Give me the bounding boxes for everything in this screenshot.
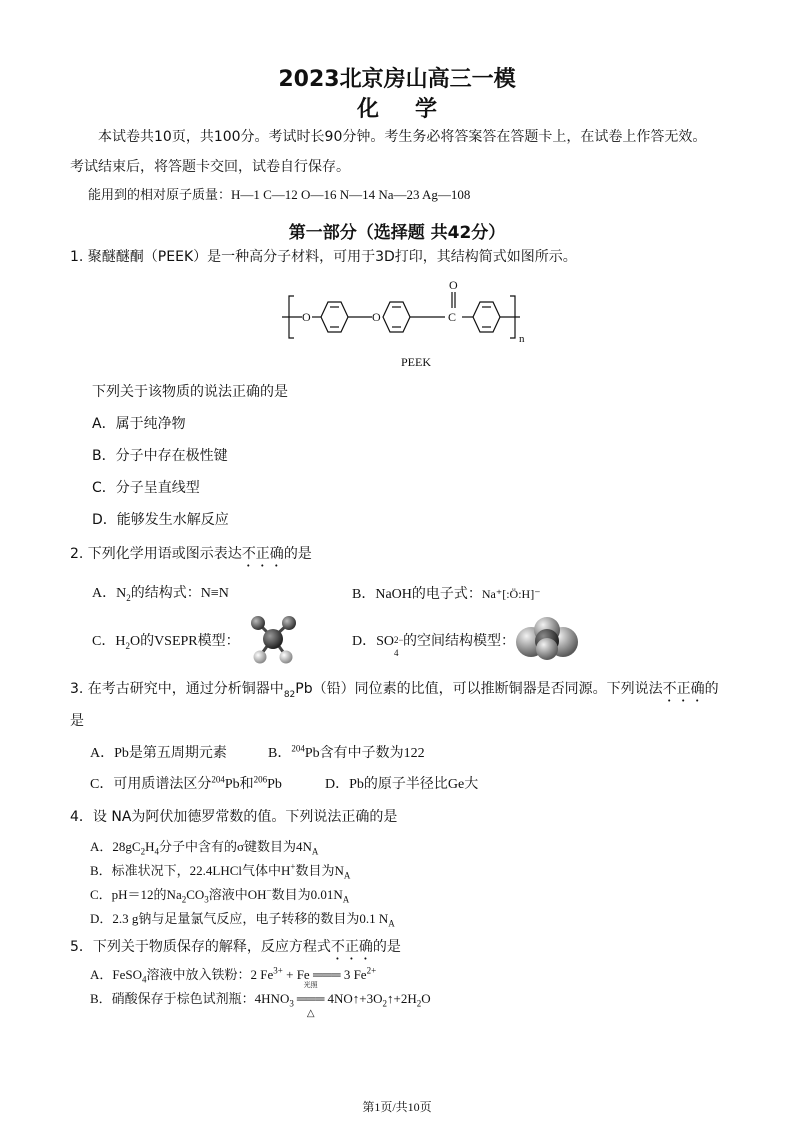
q4-stem: 4．设 NA为阿伏加德罗常数的值。下列说法正确的是 <box>70 809 398 825</box>
q5-stem: 5．下列关于物质保存的解释，反应方程式不正确的是 <box>70 939 401 955</box>
q1-option-b: B．分子中存在极性键 <box>92 448 228 464</box>
carbonyl-oxygen: O <box>449 278 458 292</box>
q2-option-d: D．SO 2− 4 的空间结构模型： <box>352 634 516 658</box>
q4-option-a: A．$28gC_2H_4$分子中含有的σ键数目为$4N_A$ <box>90 839 319 857</box>
intro-line-1: 本试卷共10页，共100分。考试时长90分钟。考生务必将答案答在答题卡上，在试卷上作答无效。 <box>98 129 707 145</box>
section-title: 第一部分（选择题 共42分） <box>288 223 506 243</box>
q1-question: 下列关于该物质的说法正确的是 <box>92 384 288 400</box>
arrow-condition-heat: △ <box>306 1008 315 1019</box>
q3-option-b: B．$^{204}$Pb含有中子数为122 <box>268 743 425 761</box>
q5-option-a: A．FeSO$_4$溶液中放入铁粉：2 $Fe^{3+} + Fe$ ═══ 3 $Fe^{2+}$ <box>90 965 377 985</box>
exam-title: 2023北京房山高三一模 <box>278 67 516 92</box>
q5-option-b: B．硝酸保存于棕色试剂瓶：$4HNO_3$ 光照 ═══ △ $4NO↑+3O_2↑+2H_2O$ <box>90 981 431 1019</box>
q1-option-c: C．分子呈直线型 <box>92 480 200 496</box>
atomic-masses: 能用到的相对原子质量：H—1 C—12 O—16 N—14 Na—23 Ag—108 <box>88 187 471 202</box>
q5-emphasis: 不正确 <box>330 939 373 955</box>
peek-structure-diagram <box>280 278 540 373</box>
q3-option-a: A．Pb是第五周期元素 <box>90 746 227 761</box>
page-footer: 第1页/共10页 <box>362 1100 432 1114</box>
q1-option-a: A．属于纯净物 <box>92 416 186 432</box>
arrow-condition-light: 光照 <box>303 981 318 989</box>
peek-label: PEEK <box>401 355 431 369</box>
q3-emphasis: 不正确 <box>662 681 705 697</box>
q1-stem: 1. 聚醚醚酮（PEEK）是一种高分子材料，可用于3D打印，其结构简式如图所示。 <box>70 249 577 265</box>
q2-option-a: A．$N_2$的结构式：N≡N <box>92 586 229 603</box>
repeat-subscript-n: n <box>519 333 525 345</box>
q4-option-d: D．2.3 g钠与足量氯气反应，电子转移的数目为0.1 $N_A$ <box>90 911 395 929</box>
q3-stem-line-1: 3. 在考古研究中，通过分析铜器中$_{82}$Pb（铅）同位素的比值，可以推断铜器是否同源。下列说法不正确的 <box>70 681 719 700</box>
q3-option-c: C．可用质谱法区分$^{204}$Pb和$^{206}$Pb <box>90 774 282 792</box>
naoh-electron-formula: Na⁺[:Ö:H]⁻ <box>481 587 541 601</box>
q3-option-d: D．Pb的原子半径比Ge大 <box>325 777 479 792</box>
ether-oxygen-1: O <box>302 310 311 324</box>
q4-option-b: B．标准状况下，22.4LHCl气体中H+数目为$N_A$ <box>90 861 351 881</box>
q2-option-b: B．NaOH的电子式：Na⁺[:Ö:H]⁻ <box>352 587 541 602</box>
carbonyl-carbon: C <box>448 310 457 324</box>
h2o-vsepr-model-icon <box>246 614 300 666</box>
subject-title: 化学 <box>356 97 473 122</box>
q2-emphasis: 不正确 <box>241 546 284 562</box>
intro-line-2: 考试结束后，将答题卡交回，试卷自行保存。 <box>70 159 350 175</box>
q4-option-c: C．pH＝12的$Na_2CO_3$溶液中OH−数目为$0.01N_A$ <box>90 885 350 905</box>
so4-space-filling-model-icon <box>514 616 580 660</box>
q3-stem-line-2: 是 <box>70 713 84 729</box>
ether-oxygen-2: O <box>372 310 381 324</box>
reaction-arrow: ═══ <box>296 991 325 1006</box>
q2-option-c: C．$H_2O$的VSEPR模型： <box>92 634 240 651</box>
q2-stem: 2. 下列化学用语或图示表达不正确的是 <box>70 546 312 562</box>
q1-option-d: D．能够发生水解反应 <box>92 512 229 528</box>
